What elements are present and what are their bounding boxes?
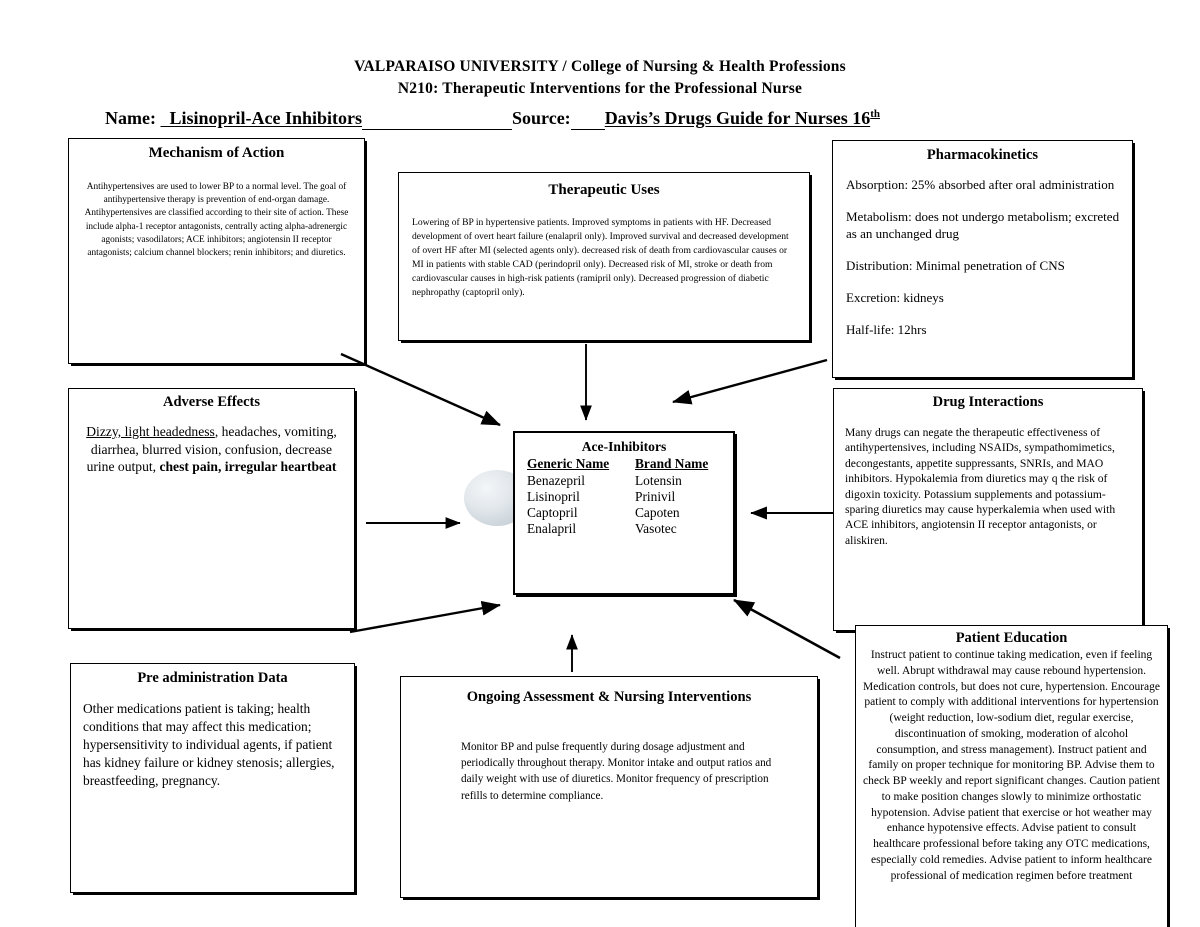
- adverse-effects-bold: chest pain, irregular heartbeat: [159, 459, 337, 475]
- cell-brand-name: Prinivil: [635, 489, 676, 504]
- cell-generic-name: Lisinopril: [527, 489, 580, 504]
- box-title-therapeutic-uses: Therapeutic Uses: [548, 182, 660, 198]
- box-ace-inhibitors-center: [513, 431, 735, 595]
- name-label: Name:: [105, 108, 156, 128]
- box-body-therapeutic-uses: Lowering of BP in hypertensive patients. Improved symptoms in patients with HF. Decreased development of overt heart failure (enalapril only). Improved survival and decreased development of overt HF after MI (selected agents only). decreased risk of death from cardiovascular causes or MI in patients with stable CAD (perindopril only). Decreased risk of MI, stroke or death from cardiovascular causes in high-risk patients (ramipril only). Decreased progression of diabetic nephropathy (captopril only).: [412, 217, 789, 298]
- box-patient-education: [855, 625, 1168, 927]
- table-row: [515, 505, 733, 521]
- adverse-effects-plain: , headaches, vomiting, diarrhea, blurred vision, confusion, decrease urine output,: [86, 424, 337, 475]
- box-title-ace-inhibitors: Ace-Inhibitors: [581, 439, 667, 454]
- name-source-row: [105, 108, 1115, 130]
- ace-inhibitors-table: [515, 456, 733, 537]
- box-pharmacokinetics: [832, 140, 1133, 378]
- box-body-adverse-effects: [79, 423, 344, 476]
- box-body-mechanism-of-action: Antihypertensives are used to lower BP to a normal level. The goal of antihypertensive therapy is prevention of end-organ damage. Antihypertensives are classified according to their site of action. These include alpha-1 receptor antagonists, centrally acting alpha-adrenergic agonists; vasodilators; ACE inhibitors; angiotensin II receptor antagonists; calcium channel blockers; renin inhibitors; and diuretics.: [84, 182, 349, 258]
- cell-generic-name: Benazepril: [527, 473, 585, 488]
- table-row: [515, 473, 733, 489]
- box-therapeutic-uses: [398, 172, 810, 341]
- source-label: Source:: [512, 108, 571, 128]
- name-value[interactable]: Lisinopril-Ace Inhibitors: [169, 108, 363, 128]
- box-title-drug-interactions: Drug Interactions: [932, 394, 1044, 410]
- box-ongoing-assessment: [400, 676, 818, 898]
- box-body-ongoing-assessment: Monitor BP and pulse frequently during dosage adjustment and periodically throughout therapy. Monitor intake and output ratios and daily weight with use of diuretics. Monitor frequency of prescription refills to determine compliance.: [461, 741, 772, 802]
- pharmacokinetics-line-distribution: Distribution: Minimal penetration of CNS: [846, 257, 1065, 273]
- cell-brand-name: Lotensin: [635, 473, 682, 488]
- pharmacokinetics-line-absorption: Absorption: 25% absorbed after oral administration: [846, 177, 1115, 192]
- pharmacokinetics-line-metabolism: Metabolism: does not undergo metabolism; excreted as an unchanged drug: [846, 209, 1120, 241]
- box-adverse-effects: [68, 388, 355, 629]
- source-value[interactable]: Davis’s Drugs Guide for Nurses 16: [604, 108, 871, 128]
- cell-brand-name: Capoten: [635, 505, 680, 520]
- table-header-row: [515, 456, 733, 473]
- source-edition-superscript: th: [870, 108, 880, 120]
- pharmacokinetics-line-half-life: Half-life: 12hrs: [846, 322, 927, 338]
- box-body-pharmacokinetics: [846, 177, 1121, 339]
- institution-title: VALPARAISO UNIVERSITY / College of Nursing & Health Professions: [354, 58, 846, 75]
- box-title-patient-education: Patient Education: [955, 630, 1068, 646]
- adverse-effects-underlined: Dizzy, light headedness: [86, 424, 215, 439]
- box-title-ongoing-assessment: Ongoing Assessment & Nursing Interventions: [466, 689, 752, 705]
- box-body-drug-interactions: Many drugs can negate the therapeutic effectiveness of antihypertensives, including NSAIDs, sympathomimetics, decongestants, appetite suppressants, SNRIs, and MAO inhibitors. Hypokalemia from diuretics may q the risk of digoxin toxicity. Potassium supplements and potassium- sparing diuretics may cause hyperkalemia when used with ACE inhibitors, angiotensin II receptor antagonists, or aliskiren.: [845, 426, 1116, 547]
- box-body-patient-education: Instruct patient to continue taking medication, even if feeling well. Abrupt withdrawal may cause rebound hypertension. Medication controls, but does not cure, hypertension. Encourage patient to comply with additional interventions for hypertension (weight reduction, low-sodium diet, regular exercise, discontinuation of smoking, moderation of alcohol consumption, and stress management). Instruct patient and family on proper technique for monitoring BP. Advise them to check BP weekly and report significant changes. Caution patient to make position changes slowly to minimize orthostatic hypotension. Advise patient that exercise or hot weather may enhance hypotensive effects. Advise patient to consult healthcare professional before taking any OTC medications, especially cold remedies. Advise patient to inform healthcare professional of medication regimen before treatment: [863, 649, 1161, 882]
- cell-generic-name: Enalapril: [527, 521, 577, 536]
- pharmacokinetics-line-excretion: Excretion: kidneys: [846, 290, 944, 305]
- table-row: [515, 521, 733, 537]
- box-mechanism-of-action: [68, 138, 365, 364]
- column-header-generic-name: Generic Name: [527, 456, 610, 471]
- box-title-adverse-effects: Adverse Effects: [162, 394, 261, 410]
- box-title-pre-administration-data: Pre administration Data: [137, 670, 288, 686]
- table-row: [515, 489, 733, 505]
- box-drug-interactions: [833, 388, 1143, 631]
- cell-brand-name: Vasotec: [635, 521, 677, 536]
- box-title-mechanism-of-action: Mechanism of Action: [148, 145, 285, 161]
- column-header-brand-name: Brand Name: [635, 456, 709, 471]
- box-pre-administration-data: [70, 663, 355, 893]
- course-title: N210: Therapeutic Interventions for the Professional Nurse: [397, 80, 803, 97]
- box-body-pre-administration-data: Other medications patient is taking; health conditions that may affect this medication; hypersensitivity to individual agents, if patient has kidney failure or kidney stenosis; allergies, breastfeeding, pregnancy.: [83, 701, 335, 789]
- cell-generic-name: Captopril: [527, 505, 578, 520]
- box-title-pharmacokinetics: Pharmacokinetics: [926, 147, 1039, 163]
